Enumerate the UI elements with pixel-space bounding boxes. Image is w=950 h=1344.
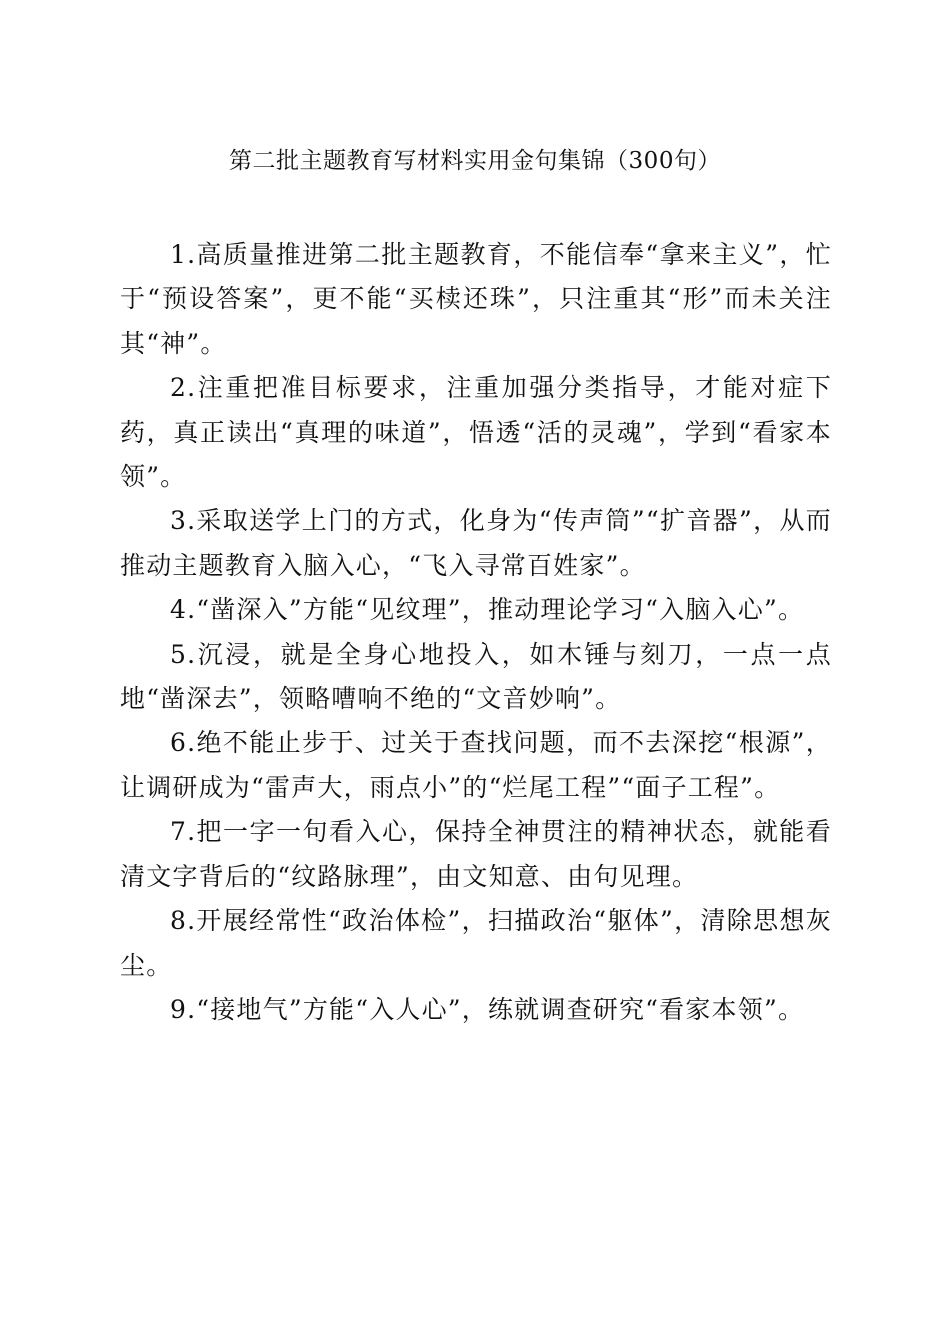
paragraph-9: 9.“接地气”方能“入人心”，练就调查研究“看家本领”。 xyxy=(170,994,805,1024)
paragraph-1: 1.高质量推进第二批主题教育，不能信奉“拿来主义”，忙于“预设答案”，更不能“买椟还珠”，只注重其“形”而未关注其“神”。 xyxy=(120,240,832,358)
paragraph-3: 3.采取送学上门的方式，化身为“传声筒”“扩音器”，从而推动主题教育入脑入心，“飞入寻常百姓家”。 xyxy=(120,506,832,580)
paragraph-7: 7.把一字一句看入心，保持全神贯注的精神状态，就能看清文字背后的“纹路脉理”，由文知意、由句见理。 xyxy=(120,817,832,891)
paragraph-8: 8.开展经常性“政治体检”，扫描政治“躯体”，清除思想灰尘。 xyxy=(120,906,832,980)
paragraph-2: 2.注重把准目标要求，注重加强分类指导，才能对症下药，真正读出“真理的味道”，悟透“活的灵魂”，学到“看家本领”。 xyxy=(120,373,832,492)
document-title: 第二批主题教育写材料实用金句集锦（300句） xyxy=(229,148,721,174)
paragraph-6: 6.绝不能止步于、过关于查找问题，而不去深挖“根源”，让调研成为“雷声大，雨点小”的“烂尾工程”“面子工程”。 xyxy=(120,728,832,802)
paragraph-4: 4.“凿深入”方能“见纹理”，推动理论学习“入脑入心”。 xyxy=(170,595,805,625)
paragraph-5: 5.沉浸，就是全身心地投入，如木锤与刻刀，一点一点地“凿深去”，领略嘈响不绝的“文音妙响”。 xyxy=(120,639,832,714)
document-body xyxy=(120,233,832,1032)
